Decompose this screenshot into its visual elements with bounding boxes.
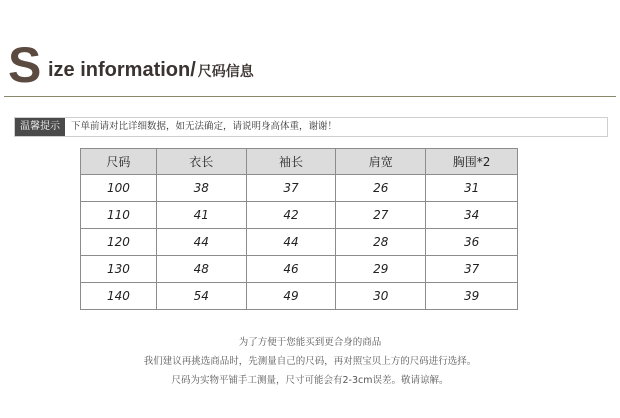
title-english: ize information/ [48,59,196,81]
table-cell: 27 [336,202,426,229]
size-info-heading [8,37,608,93]
table-row [81,256,518,283]
table-cell: 28 [336,229,426,256]
column-header: 袖长 [246,149,336,175]
table-cell: 120 [81,229,157,256]
note-line: 尺码为实物平铺手工测量，尺寸可能会有2-3cm误差。敬请谅解。 [171,375,449,386]
table-cell: 36 [426,229,518,256]
divider [4,96,616,97]
table-cell: 100 [81,175,157,202]
table-row [81,202,518,229]
column-header: 胸围*2 [426,149,518,175]
table-header-row [81,149,518,175]
page-title [48,56,254,85]
table-cell: 38 [156,175,246,202]
table-cell: 39 [426,283,518,310]
tip-label: 温馨提示 [15,118,65,136]
table-cell: 130 [81,256,157,283]
size-notes [0,333,620,390]
table-cell: 31 [426,175,518,202]
table-cell: 34 [426,202,518,229]
title-chinese: 尺码信息 [197,63,254,79]
title-initial: S [8,37,42,93]
table-row [81,175,518,202]
table-cell: 54 [156,283,246,310]
column-header: 肩宽 [336,149,426,175]
table-cell: 44 [156,229,246,256]
table-cell: 110 [81,202,157,229]
table-cell: 49 [246,283,336,310]
table-cell: 37 [246,175,336,202]
note-line: 为了方便于您能买到更合身的商品 [238,337,382,348]
size-table [80,148,518,310]
table-cell: 46 [246,256,336,283]
tip-text: 下单前请对比详细数据，如无法确定，请说明身高体重，谢谢！ [71,121,338,132]
table-cell: 41 [156,202,246,229]
table-cell: 37 [426,256,518,283]
table-row [81,283,518,310]
table-row [81,229,518,256]
column-header: 尺码 [81,149,157,175]
column-header: 衣长 [156,149,246,175]
table-cell: 42 [246,202,336,229]
table-cell: 29 [336,256,426,283]
table-cell: 44 [246,229,336,256]
table-cell: 30 [336,283,426,310]
note-line: 我们建议再挑选商品时，先测量自己的尺码，再对照宝贝上方的尺码进行选择。 [143,356,477,367]
table-cell: 26 [336,175,426,202]
table-cell: 48 [156,256,246,283]
tip-bar [14,117,608,137]
table-cell: 140 [81,283,157,310]
